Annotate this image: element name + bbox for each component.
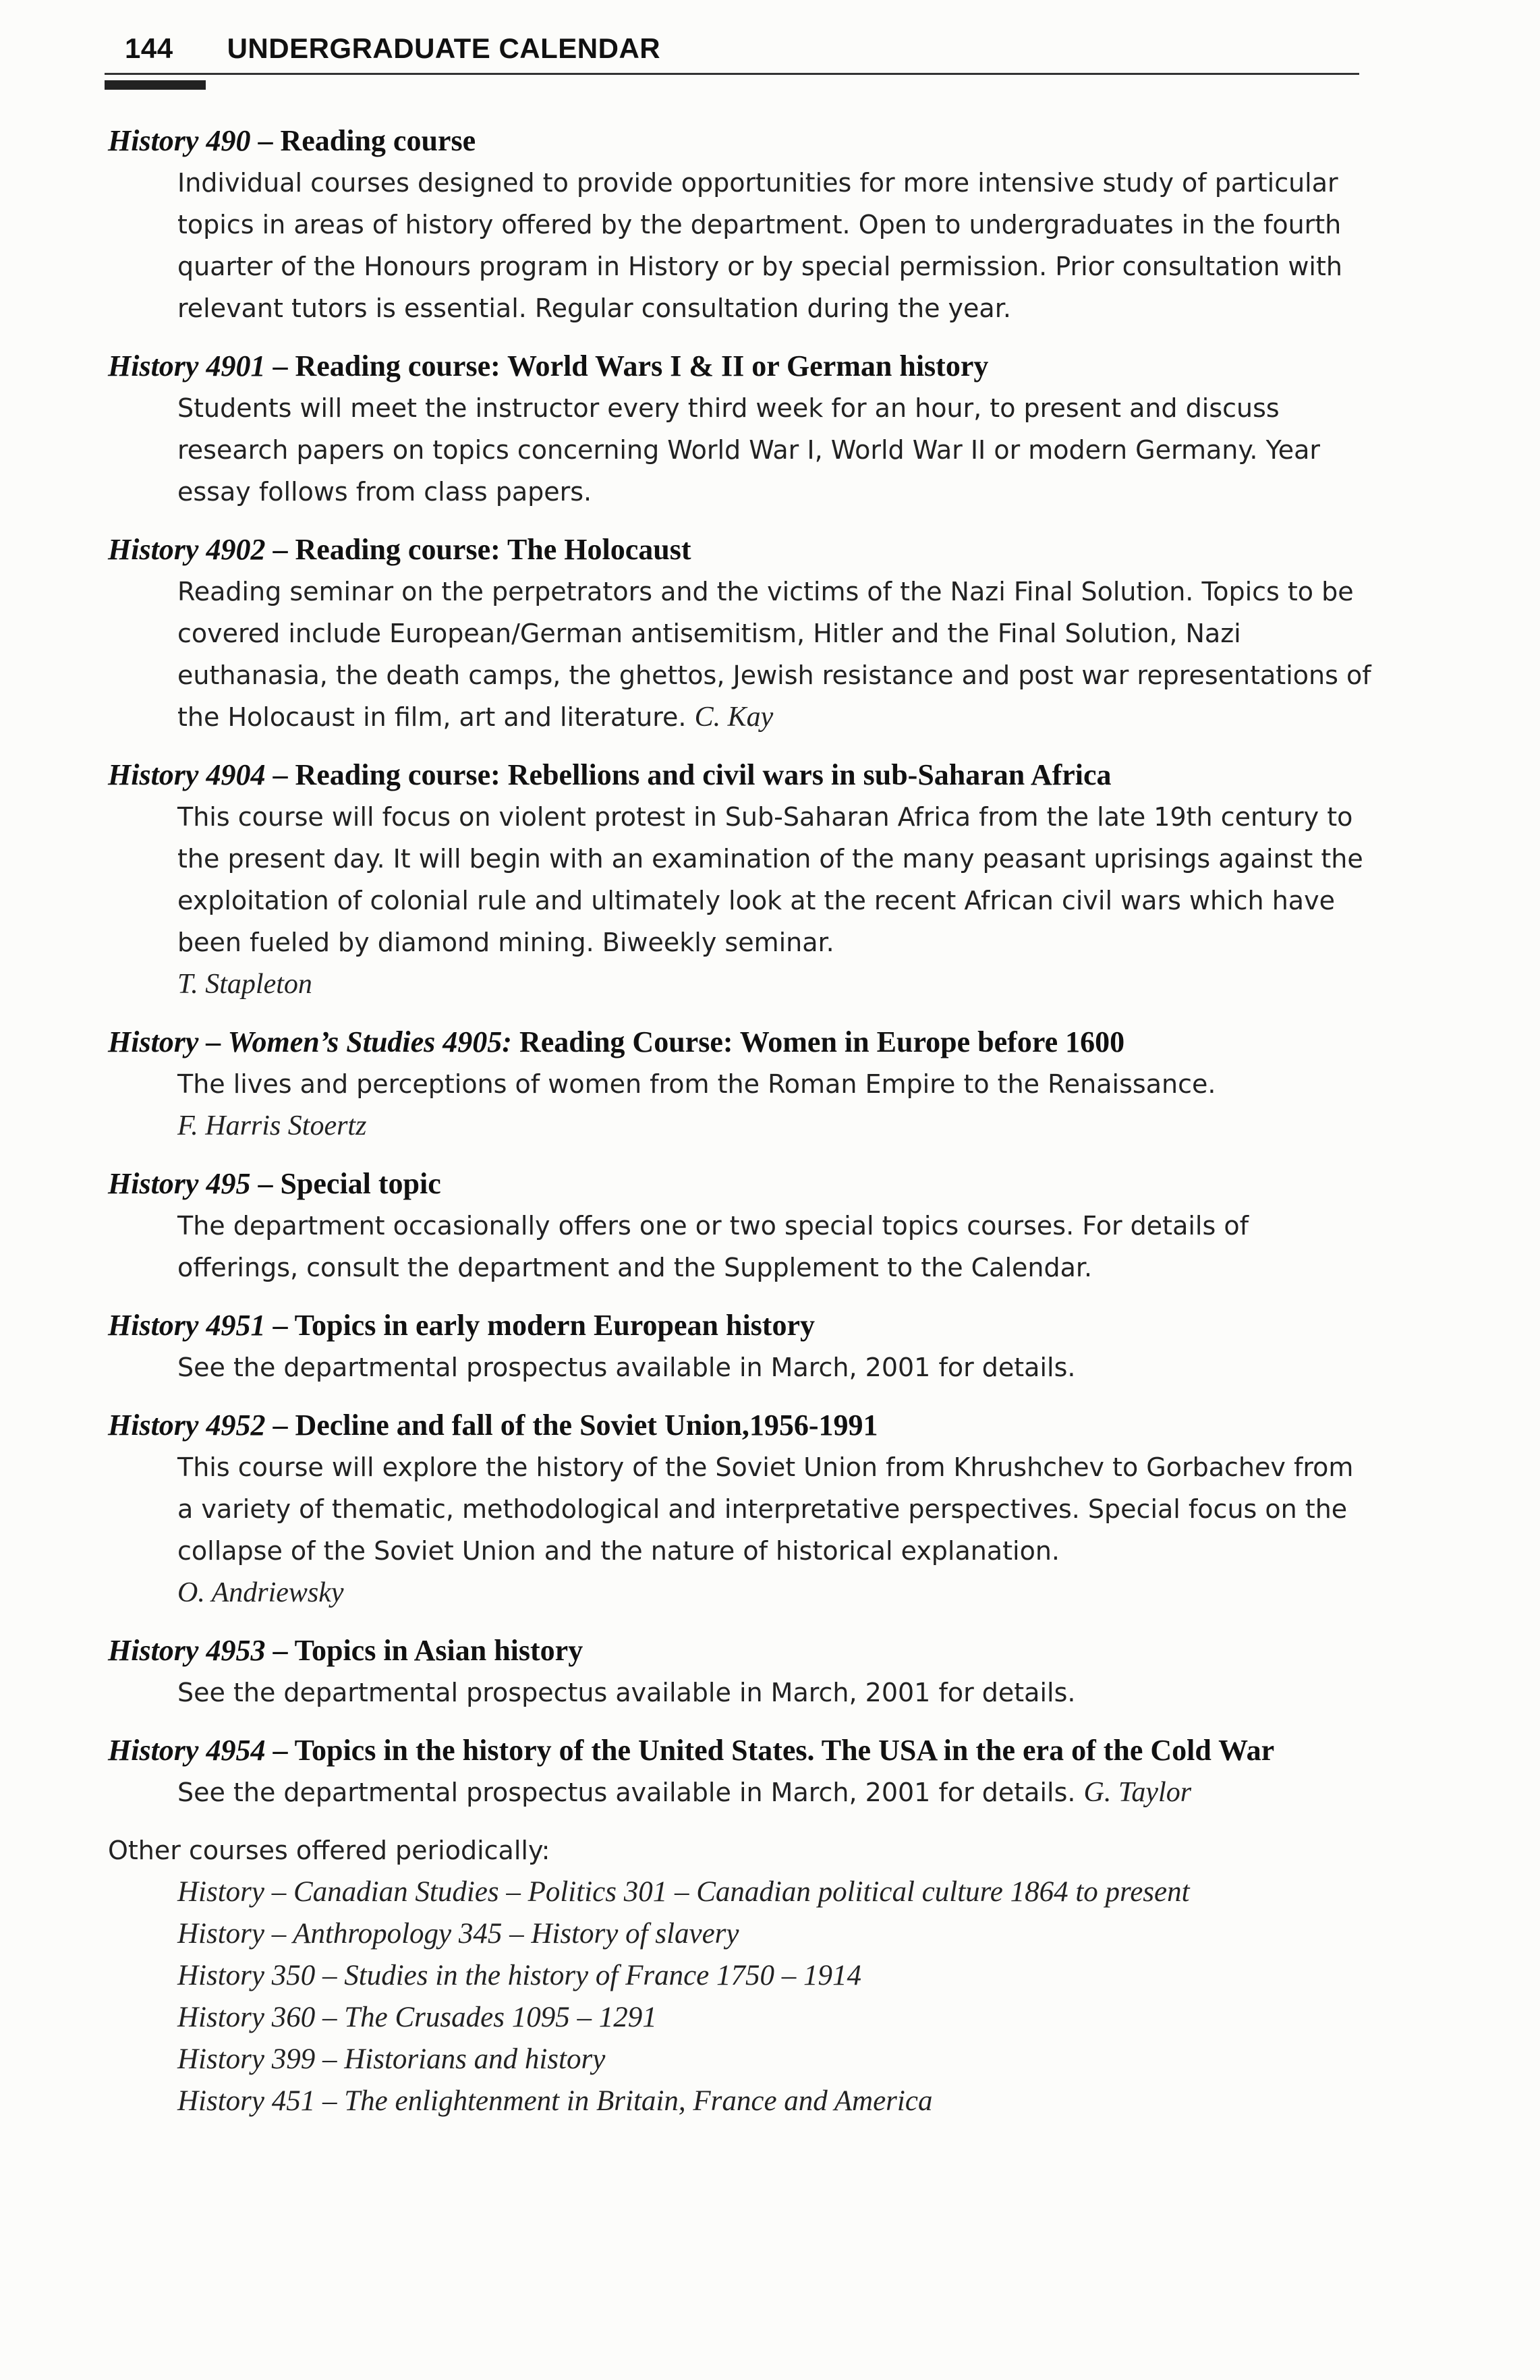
course-entry	[108, 1730, 1376, 1813]
list-item: History 360 – The Crusades 1095 – 1291	[177, 2002, 657, 2033]
course-title: Reading course: Rebellions and civil wars in sub-Saharan Africa	[295, 758, 1112, 791]
course-title: Topics in early modern European history	[294, 1309, 815, 1342]
course-listing	[108, 120, 1376, 2122]
course-heading: History 4954 – Topics in the history of the United States. The USA in the era of the Cold War	[108, 1734, 1275, 1767]
course-description: See the departmental prospectus available in March, 2001 for details.	[177, 1678, 1076, 1707]
course-entry	[108, 1630, 1376, 1713]
course-entry	[108, 529, 1376, 738]
course-description: This course will focus on violent protest in Sub-Saharan Africa from the late 19th century to the present day. It will begin with an examination of the many peasant uprisings against the exploitation of colonial rule and ultimately look at the recent African civil wars which have been fueled by diamond mining. Biweekly seminar.	[177, 802, 1363, 957]
running-head	[125, 32, 660, 65]
course-description: Reading seminar on the perpetrators and the victims of the Nazi Final Solution. Topics to be covered include European/German antisemitism, Hitler and the Final Solution, Nazi euthanasia, the death camps, the ghettos, Jewish resistance and post war representations of the Holocaust in film, art and literature.	[177, 577, 1371, 732]
course-heading: History 490 – Reading course	[108, 124, 476, 157]
running-title: UNDERGRADUATE CALENDAR	[227, 32, 661, 64]
course-heading: History 4951 – Topics in early modern European history	[108, 1309, 815, 1342]
course-title: Topics in Asian history	[294, 1634, 583, 1667]
course-description-block	[177, 1672, 1376, 1713]
course-code: History 4951	[108, 1309, 266, 1342]
course-code: History 4902	[108, 533, 266, 566]
course-description-block	[177, 1205, 1376, 1288]
course-description-block	[177, 1063, 1376, 1147]
course-title: Reading course: World Wars I & II or German history	[295, 349, 989, 382]
course-instructor: C. Kay	[694, 702, 774, 733]
course-description-block	[177, 1772, 1376, 1813]
course-entry	[108, 120, 1376, 329]
other-courses-list	[177, 1871, 1376, 2122]
course-heading: History 4953 – Topics in Asian history	[108, 1634, 583, 1667]
course-code: History 4952	[108, 1409, 266, 1442]
course-description: The lives and perceptions of women from the Roman Empire to the Renaissance.	[177, 1069, 1216, 1099]
course-code: History 4901	[108, 349, 266, 382]
course-description-block	[177, 796, 1376, 1005]
course-heading	[108, 1021, 1376, 1063]
course-description-block	[177, 387, 1376, 513]
course-code: History 4904	[108, 758, 266, 791]
course-entry	[108, 754, 1376, 1005]
course-description: See the departmental prospectus available in March, 2001 for details.	[177, 1778, 1076, 1807]
course-description: This course will explore the history of the Soviet Union from Khrushchev to Gorbachev from a variety of thematic, methodological and interpretative perspectives. Special focus on the collapse of the Soviet Union and the nature of historical explanation.	[177, 1452, 1354, 1566]
course-instructor: T. Stapleton	[177, 969, 312, 1000]
course-heading: History 4904 – Reading course: Rebellions and civil wars in sub-Saharan Africa	[108, 758, 1112, 791]
course-description: See the departmental prospectus available in March, 2001 for details.	[177, 1353, 1076, 1382]
course-description-block	[177, 162, 1376, 329]
course-heading: History 4952 – Decline and fall of the Soviet Union,1956-1991	[108, 1409, 878, 1442]
course-title: Topics in the history of the United States. The USA in the era of the Cold War	[294, 1734, 1275, 1767]
course-title: Reading Course: Women in Europe before 1600	[519, 1025, 1125, 1058]
course-instructor: F. Harris Stoertz	[177, 1110, 367, 1141]
page-number: 144	[125, 32, 173, 64]
course-title: Decline and fall of the Soviet Union,1956-1991	[295, 1409, 878, 1442]
course-instructor: G. Taylor	[1083, 1777, 1192, 1808]
course-description-block	[177, 1446, 1376, 1614]
course-description: Students will meet the instructor every third week for an hour, to present and discuss research papers on topics concerning World War I, World War II or modern Germany. Year essay follows from class papers.	[177, 393, 1321, 507]
course-code: History 490	[108, 124, 251, 157]
course-description-block	[177, 1347, 1376, 1388]
course-entry	[108, 1021, 1376, 1147]
course-code: History 4953	[108, 1634, 266, 1667]
course-description: The department occasionally offers one or two special topics courses. For details of offerings, consult the department and the Supplement to the Calendar.	[177, 1211, 1249, 1282]
course-heading: History 4902 – Reading course: The Holocaust	[108, 533, 691, 566]
course-description-block	[177, 571, 1376, 738]
course-entry	[108, 1163, 1376, 1288]
list-item: History 451 – The enlightenment in Britain, France and America	[177, 2085, 933, 2117]
course-entry	[108, 1405, 1376, 1614]
course-entry	[108, 345, 1376, 513]
list-item: History – Canadian Studies – Politics 301 – Canadian political culture 1864 to present	[177, 1876, 1190, 1908]
course-title: Special topic	[280, 1167, 441, 1200]
course-description: Individual courses designed to provide opportunities for more intensive study of particular topics in areas of history offered by the department. Open to undergraduates in the fourth quarter of the Honours program in History or by special permission. Prior consultation with relevant tutors is essential. Regular consultation during the year.	[177, 168, 1342, 323]
header-rule-accent	[105, 80, 206, 90]
course-heading: History 495 – Special topic	[108, 1167, 441, 1200]
course-entry	[108, 1305, 1376, 1388]
course-title: Reading course	[280, 124, 476, 157]
course-code: History 495	[108, 1167, 251, 1200]
course-instructor: O. Andriewsky	[177, 1577, 344, 1608]
other-courses-heading: Other courses offered periodically:	[108, 1836, 550, 1865]
list-item: History 350 – Studies in the history of France 1750 – 1914	[177, 1960, 862, 1991]
course-title: Reading course: The Holocaust	[295, 533, 691, 566]
list-item: History 399 – Historians and history	[177, 2043, 606, 2075]
header-rule	[105, 73, 1359, 75]
list-item: History – Anthropology 345 – History of slavery	[177, 1918, 739, 1950]
course-heading: History 4901 – Reading course: World Wars I & II or German history	[108, 349, 989, 382]
course-code: History 4954	[108, 1734, 266, 1767]
course-code: History – Women’s Studies 4905:	[108, 1025, 512, 1058]
